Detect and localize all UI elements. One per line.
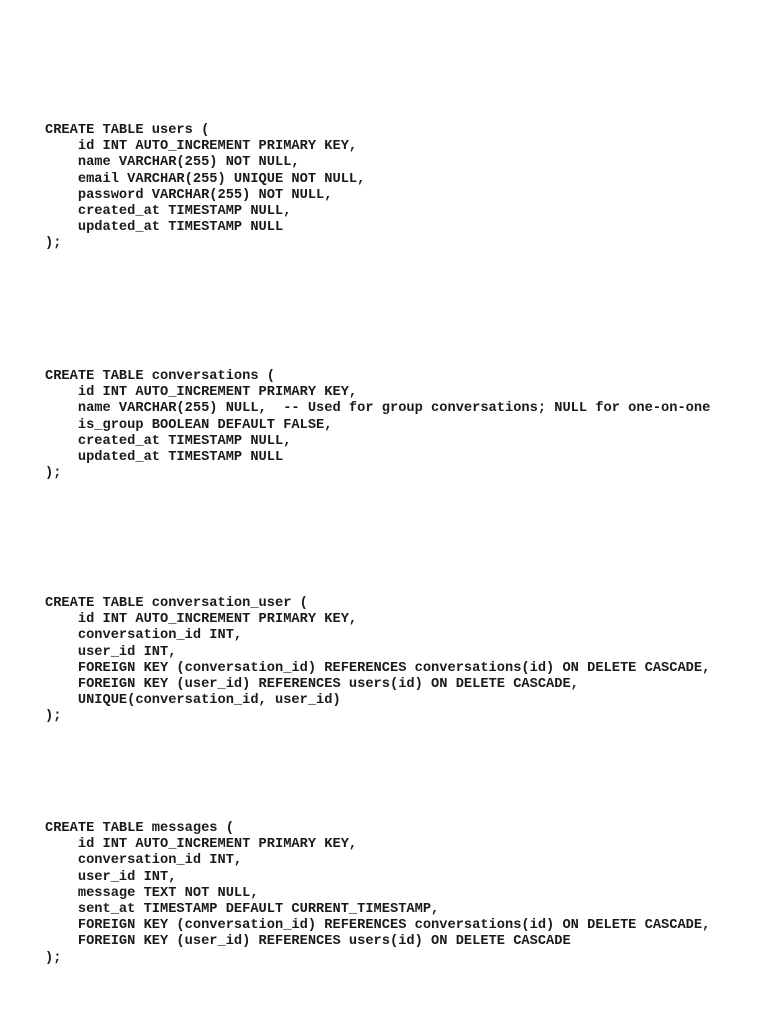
code-line: id INT AUTO_INCREMENT PRIMARY KEY, [45,385,358,401]
code-line: ); [45,950,62,966]
code-line: created_at TIMESTAMP NULL, [45,433,292,449]
code-line: conversation_id INT, [45,628,243,644]
code-line: user_id INT, [45,869,177,885]
code-line: created_at TIMESTAMP NULL, [45,203,292,219]
code-line: updated_at TIMESTAMP NULL [45,449,284,465]
code-line: message TEXT NOT NULL, [45,885,259,901]
code-line: ); [45,709,62,725]
code-line: sent_at TIMESTAMP DEFAULT CURRENT_TIMESTAMP, [45,901,440,917]
code-line: name VARCHAR(255) NULL, -- Used for group conversations; NULL for one-on-one [45,401,711,417]
code-line: FOREIGN KEY (user_id) REFERENCES users(id) ON DELETE CASCADE, [45,676,579,692]
code-line: updated_at TIMESTAMP NULL [45,220,284,236]
sql-block-users [45,123,365,253]
code-line: CREATE TABLE conversations ( [45,369,275,384]
code-line: UNIQUE(conversation_id, user_id) [45,693,341,709]
code-line: is_group BOOLEAN DEFAULT FALSE, [45,417,333,433]
code-line: id INT AUTO_INCREMENT PRIMARY KEY, [45,612,358,628]
code-line: FOREIGN KEY (user_id) REFERENCES users(id) ON DELETE CASCADE [45,934,571,950]
code-line: ); [45,236,62,252]
code-line: FOREIGN KEY (conversation_id) REFERENCES conversations(id) ON DELETE CASCADE, [45,660,711,676]
sql-block-conversations [45,369,710,482]
code-line: conversation_id INT, [45,853,243,869]
code-line: password VARCHAR(255) NOT NULL, [45,187,333,203]
sql-block-conversation-user [45,596,710,726]
code-line: CREATE TABLE messages ( [45,821,234,836]
code-line: id INT AUTO_INCREMENT PRIMARY KEY, [45,139,358,155]
code-line: id INT AUTO_INCREMENT PRIMARY KEY, [45,837,358,853]
code-line: CREATE TABLE users ( [45,123,210,138]
code-line: user_id INT, [45,644,177,660]
code-line: CREATE TABLE conversation_user ( [45,596,308,611]
sql-block-messages [45,821,710,967]
code-line: ); [45,466,62,482]
code-line: name VARCHAR(255) NOT NULL, [45,155,300,171]
code-line: email VARCHAR(255) UNIQUE NOT NULL, [45,171,366,187]
code-line: FOREIGN KEY (conversation_id) REFERENCES conversations(id) ON DELETE CASCADE, [45,918,711,934]
